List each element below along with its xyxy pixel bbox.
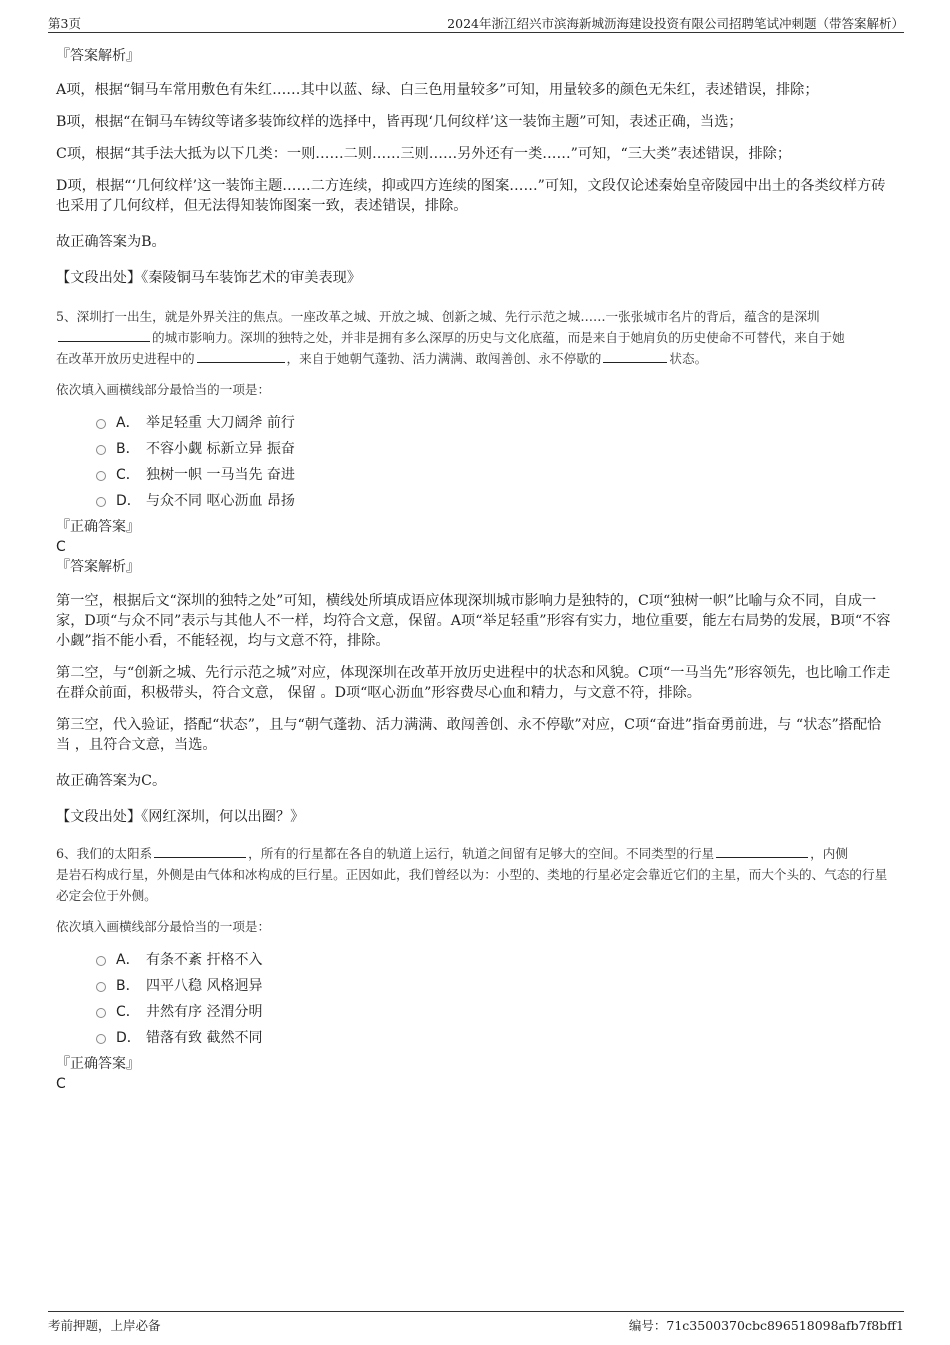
q5-option-d[interactable]: D． 与众不同 呕心沥血 昂扬: [96, 487, 892, 513]
radio-icon[interactable]: [96, 982, 106, 992]
q5-stem: 5、深圳打一出生，就是外界关注的焦点。一座改革之城、开放之城、创新之城、先行示范之城……一张张城市名片的背后，蕴含的是深圳 的城市影响力。深圳的独特之处，并非是拥有多么深厚的历史与文化底蕴，而是来自于她肩负的历史使命不可替代，来自于她 在改革开放历史进程中的 ，来自于她朝气蓬勃、活力满满、敢闯善创、永不停歇的 状态。: [56, 309, 845, 366]
q6-instruction: 依次填入画横线部分最恰当的一项是：: [56, 919, 271, 934]
q6-stem: 6、我们的太阳系 ，所有的行星都在各自的轨道上运行，轨道之间留有足够大的空间。不同类型的行星 ，内侧 是岩石构成行星，外侧是由气体和冰构成的巨行星。正因如此，我们曾经以为：小型的、类地的行星必定会靠近它们的主星，而大个头的、气态的行星必定会位于外侧。: [56, 846, 888, 903]
radio-icon[interactable]: [96, 445, 106, 455]
q5-blank-3: [603, 350, 667, 363]
q6-answer-label: 『正确答案』: [56, 1056, 140, 1072]
q4-conclusion: 故正确答案为B。: [56, 234, 166, 250]
q5-option-a[interactable]: A． 举足轻重 大刀阔斧 前行: [96, 409, 892, 435]
footer-slogan: 考前押题，上岸必备: [48, 1318, 161, 1333]
q6-blank-2: [716, 845, 808, 858]
radio-icon[interactable]: [96, 419, 106, 429]
q5-instruction: 依次填入画横线部分最恰当的一项是：: [56, 382, 271, 397]
q5-analysis-label: 『答案解析』: [56, 559, 140, 575]
q4-analysis-label: 『答案解析』: [56, 48, 140, 64]
radio-icon[interactable]: [96, 1008, 106, 1018]
q5-conclusion: 故正确答案为C。: [56, 773, 167, 789]
q4-source: 【文段出处】《秦陵铜马车装饰艺术的审美表现》: [56, 270, 362, 286]
q4-analysis-c: C项，根据“其手法大抵为以下几类：一则……二则……三则……另外还有一类……”可知，“三大类”表述错误，排除；: [56, 146, 792, 162]
q4-analysis-a: A项，根据“铜马车常用敷色有朱红……其中以蓝、绿、白三色用量较多”可知，用量较多的颜色无朱红，表述错误，排除；: [56, 82, 819, 98]
document-title: 2024年浙江绍兴市滨海新城沥海建设投资有限公司招聘笔试冲刺题（带答案解析）: [447, 16, 904, 31]
q6-answer: C: [56, 1076, 66, 1092]
q5-blank-2: [197, 350, 285, 363]
page-footer: [48, 1311, 904, 1332]
q6-option-c[interactable]: C． 井然有序 泾渭分明: [96, 998, 892, 1024]
q5-option-c[interactable]: C． 独树一帜 一马当先 奋进: [96, 461, 892, 487]
q5-analysis-2: 第二空，与“创新之城、先行示范之城”对应，体现深圳在改革开放历史进程中的状态和风貌。C项“一马当先”形容领先，也比喻工作走在群众前面，积极带头，符合文意， 保留 。D项“呕心沥血”形容费尽心血和精力，与文意不符，排除。: [56, 665, 891, 701]
radio-icon[interactable]: [96, 497, 106, 507]
main-content: [56, 46, 892, 1094]
q6-option-d[interactable]: D． 错落有致 截然不同: [96, 1024, 892, 1050]
q5-source: 【文段出处】《网红深圳，何以出圈？》: [56, 809, 305, 825]
footer-serial: 编号：71c3500370cbc896518098afb7f8bff1: [628, 1318, 904, 1333]
q4-analysis-b: B项，根据“在铜马车铸纹等诸多装饰纹样的选择中，皆再现‘几何纹样’这一装饰主题”可知，表述正确，当选；: [56, 114, 743, 130]
radio-icon[interactable]: [96, 471, 106, 481]
q6-option-b[interactable]: B． 四平八稳 风格迥异: [96, 972, 892, 998]
q6-option-a[interactable]: A． 有条不紊 扞格不入: [96, 946, 892, 972]
q5-answer-label: 『正确答案』: [56, 519, 140, 535]
page-number: 第3页: [48, 16, 81, 31]
q6-options: [96, 946, 892, 1050]
q5-blank-1: [58, 329, 150, 342]
q4-analysis-d: D项，根据“‘几何纹样’这一装饰主题……二方连续，抑或四方连续的图案……”可知，文段仅论述秦始皇帝陵园中出土的各类纹样方砖也采用了几何纹样，但无法得知装饰图案一致，表述错误，排除。: [56, 178, 886, 214]
q5-option-b[interactable]: B． 不容小觑 标新立异 振奋: [96, 435, 892, 461]
q5-options: [96, 409, 892, 513]
q6-blank-1: [154, 845, 246, 858]
q5-analysis-1: 第一空，根据后文“深圳的独特之处”可知，横线处所填成语应体现深圳城市影响力是独特的，C项“独树一帜”比喻与众不同，自成一家，D项“与众不同”表示与其他人不一样，均符合文意，保留。A项“举足轻重”形容有实力，地位重要，能左右局势的发展，B项“不容小觑”指不能小看，不能轻视，均与文意不符，排除。: [56, 593, 891, 649]
radio-icon[interactable]: [96, 956, 106, 966]
q5-answer: C: [56, 539, 66, 555]
page-header: [48, 13, 904, 33]
q5-analysis-3: 第三空，代入验证，搭配“状态”，且与“朝气蓬勃、活力满满、敢闯善创、永不停歇”对应，C项“奋进”指奋勇前进，与 “状态”搭配恰当 ，且符合文意，当选。: [56, 717, 882, 753]
radio-icon[interactable]: [96, 1034, 106, 1044]
